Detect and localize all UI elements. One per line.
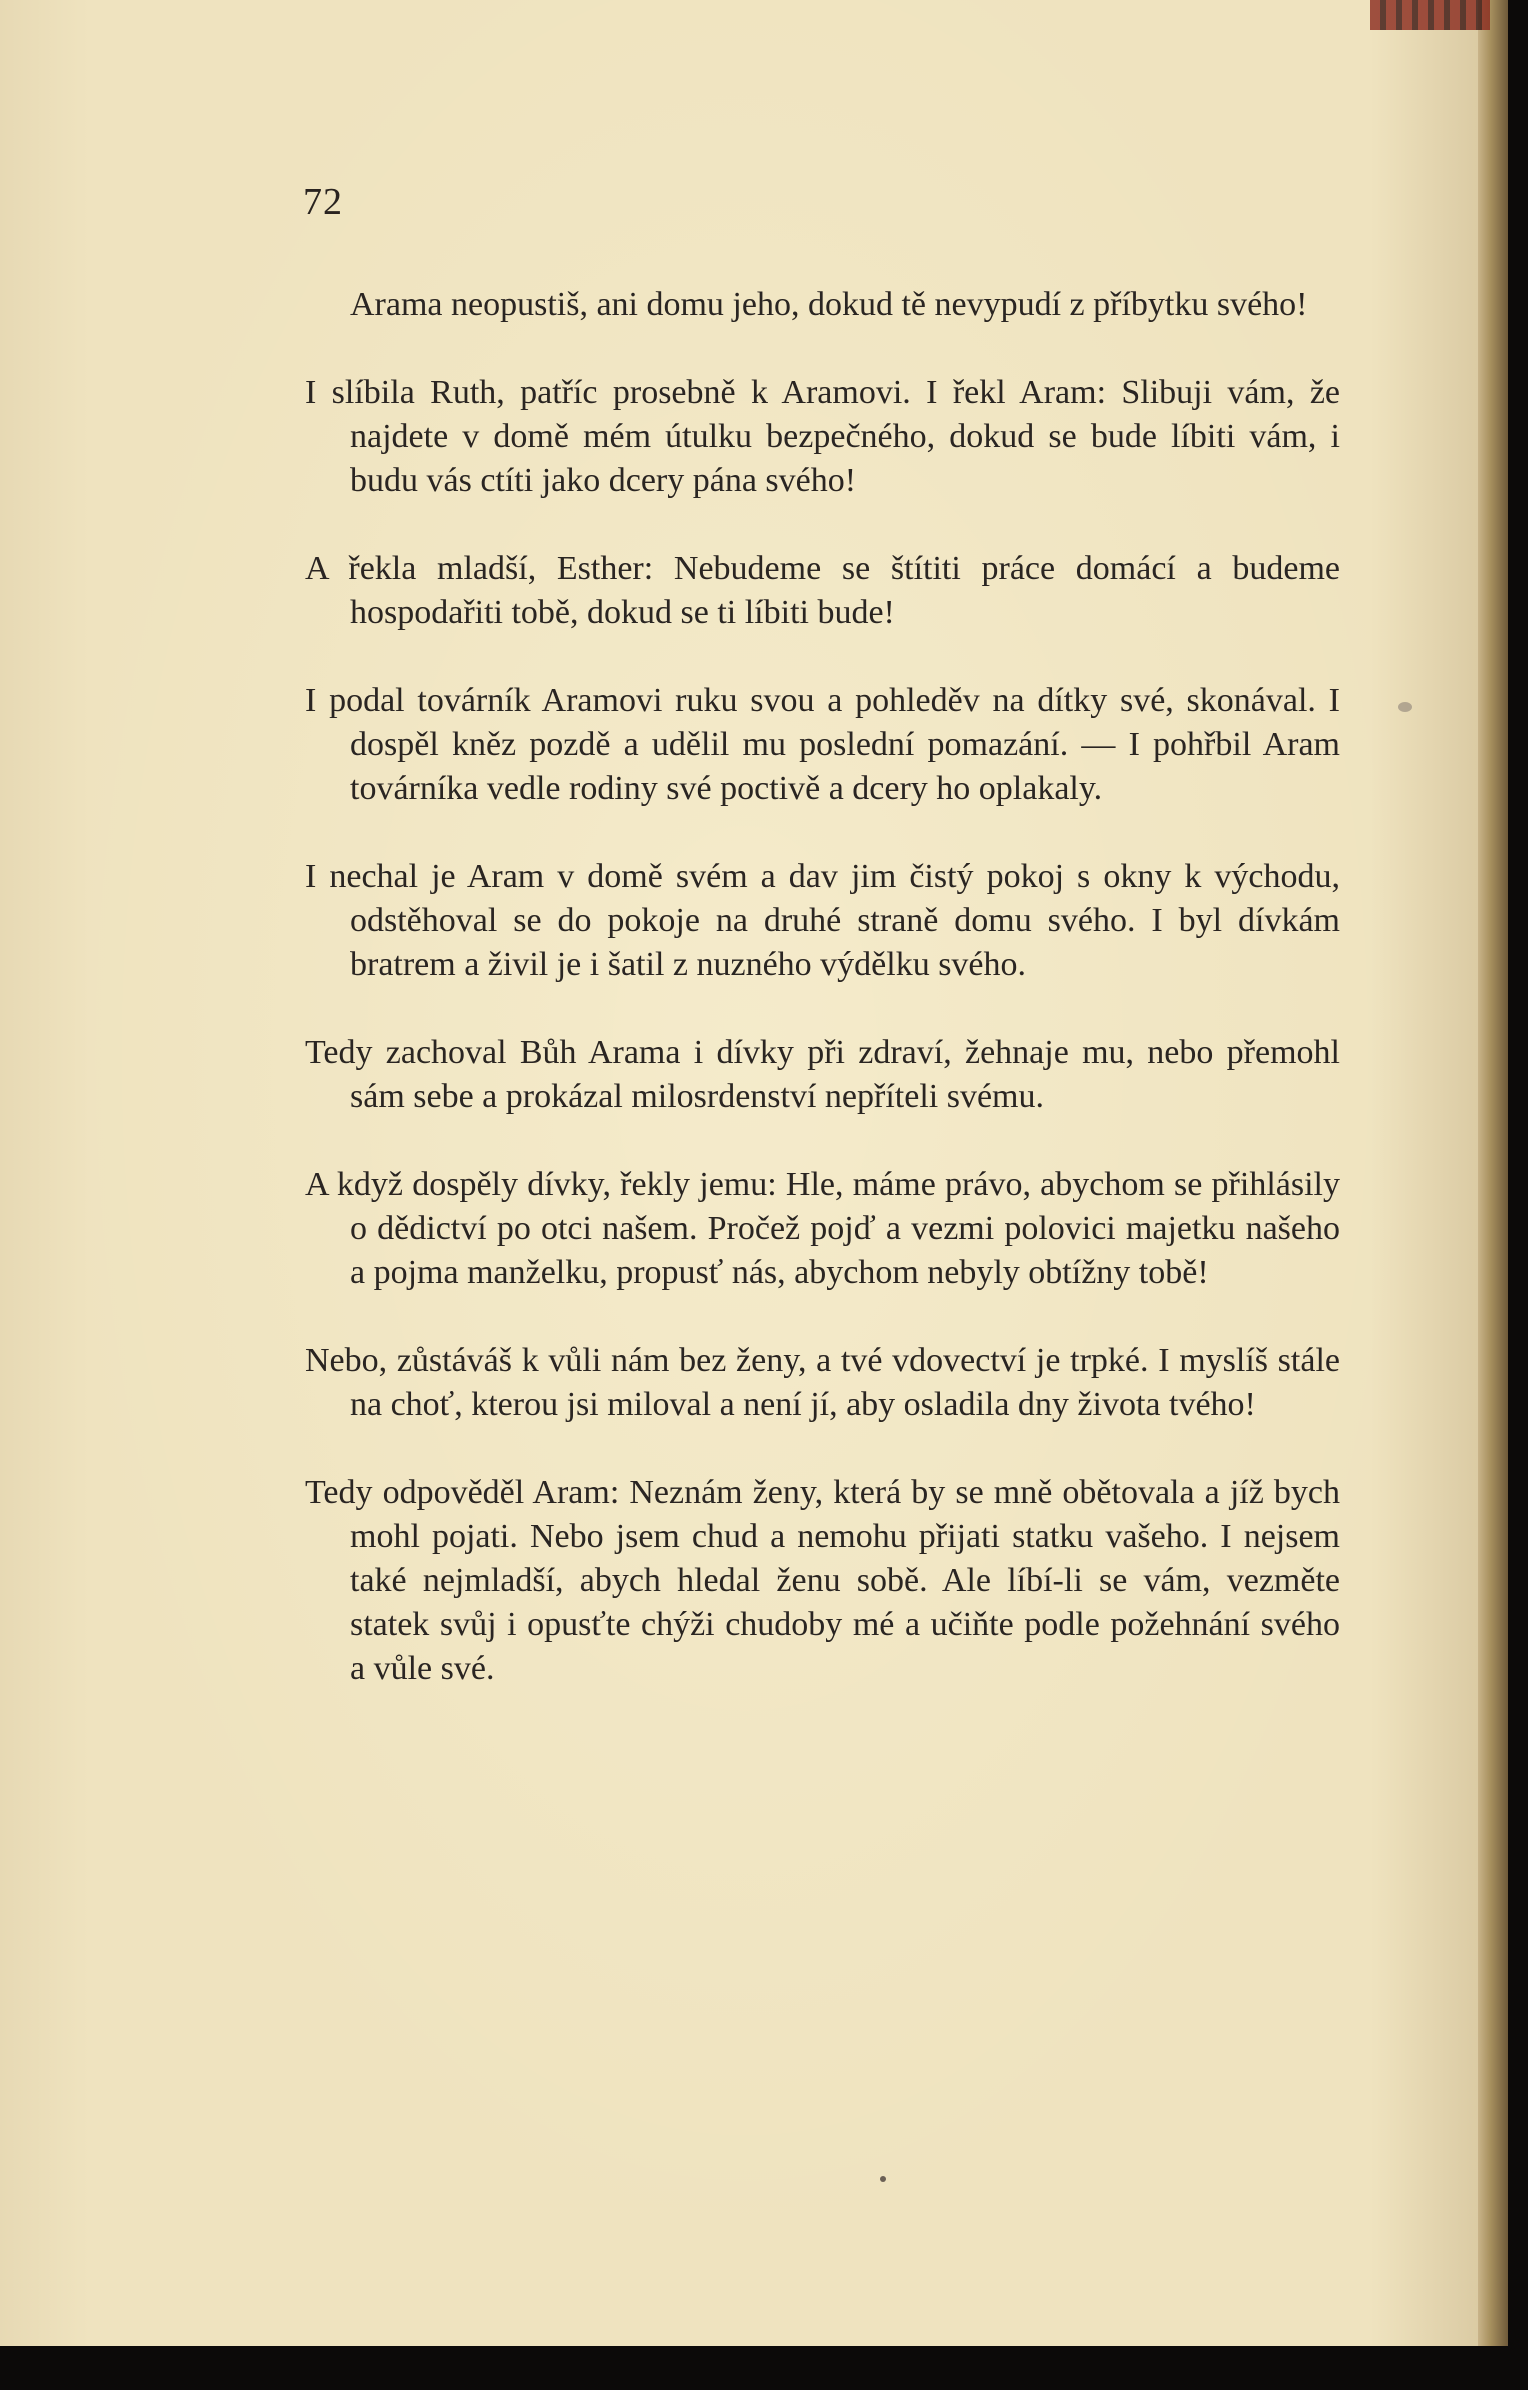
ink-smudge <box>1398 702 1412 712</box>
paragraph: A řekla mladší, Esther: Nebudeme se štítiti práce domácí a budeme hospodařiti tobě, dokud se ti líbiti bude! <box>305 550 1340 631</box>
body-text <box>305 283 1340 1735</box>
paragraph: Tedy odpověděl Aram: Neznám ženy, která by se mně obětovala a jíž bych mohl pojati. Nebo jsem chud a nemohu přijati statku vašeho. I nejsem také nejmladší, abych hledal ženu sobě. Ale líbí-li se vám, vezměte statek svůj i opusťte chýži chudoby mé a učiňte podle požehnání svého a vůle své. <box>305 1474 1340 1687</box>
binding-mark <box>1370 0 1490 30</box>
paragraph: Nebo, zůstáváš k vůli nám bez ženy, a tvé vdovectví je trpké. I myslíš stále na choť, kterou jsi miloval a není jí, aby osladila dny života tvého! <box>305 1342 1340 1423</box>
paragraph-continued: Arama neopustiš, ani domu jeho, dokud tě nevypudí z příbytku svého! <box>350 286 1308 323</box>
paragraph: I slíbila Ruth, patříc prosebně k Aramovi. I řekl Aram: Slibuji vám, že najdete v domě mém útulku bezpečného, dokud se bude líbiti vám, i budu vás ctíti jako dcery pána svého! <box>305 374 1340 499</box>
paragraph: I podal továrník Aramovi ruku svou a pohleděv na dítky své, skonával. I dospěl kněz pozdě a udělil mu poslední pomazání. — I pohřbil Aram továrníka vedle rodiny své poctivě a dcery ho oplakaly. <box>305 682 1340 807</box>
ink-dot <box>880 2176 886 2182</box>
book-spine-edge <box>1478 0 1508 2346</box>
paragraph: I nechal je Aram v domě svém a dav jim čistý pokoj s okny k východu, odstěhoval se do pokoje na druhé straně domu svého. I byl dívkám bratrem a živil je i šatil z nuzného výdělku svého. <box>305 858 1340 983</box>
page-number: 72 <box>303 181 343 223</box>
paragraph: Tedy zachoval Bůh Arama i dívky při zdraví, žehnaje mu, nebo přemohl sám sebe a prokázal milosrdenství nepříteli svému. <box>305 1034 1340 1115</box>
paragraph: A když dospěly dívky, řekly jemu: Hle, máme právo, abychom se přihlásily o dědictví po otci našem. Pročež pojď a vezmi polovici majetku našeho a pojma manželku, propusť nás, abychom nebyly obtížny tobě! <box>305 1166 1340 1291</box>
